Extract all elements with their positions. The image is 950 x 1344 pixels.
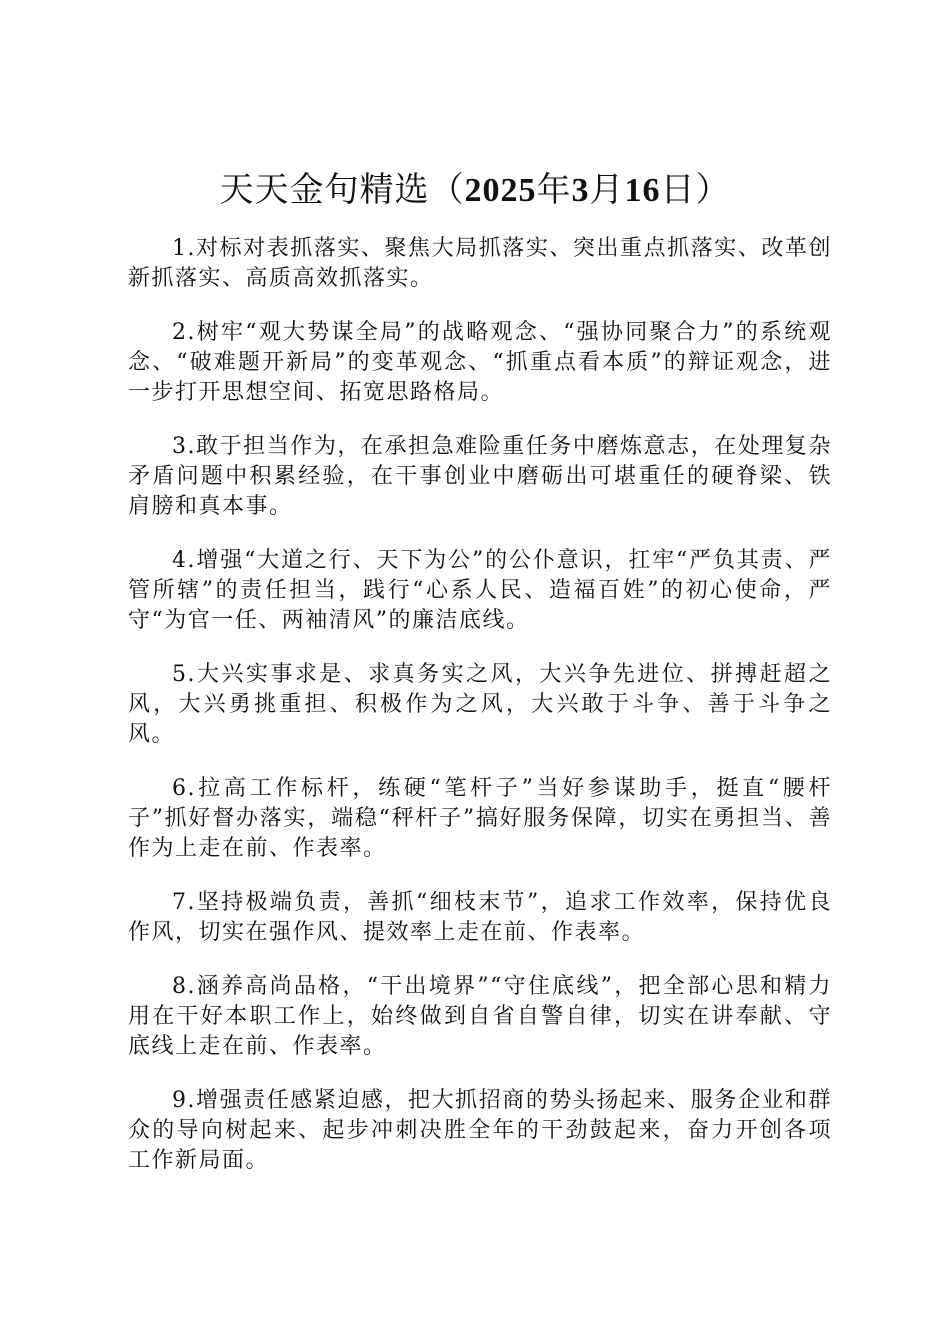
title-day: 16 xyxy=(624,172,661,209)
quote-item-6: 6.拉高工作标杆，练硬“笔杆子”当好参谋助手，挺直“腰杆子”抓好督办落实，端稳“秤杆子”搞好服务保障，切实在勇担当、善作为上走在前、作表率。 xyxy=(128,776,832,861)
title-month-unit: 月 xyxy=(589,170,625,210)
quote-item-5: 5.大兴实事求是、求真务实之风，大兴争先进位、拼搏赶超之风，大兴勇挑重担、积极作为之风，大兴敢于斗争、善于斗争之风。 xyxy=(128,662,832,747)
title-year-unit: 年 xyxy=(536,170,572,210)
quote-item-2: 2.树牢“观大势谋全局”的战略观念、“强协同聚合力”的系统观念、“破难题开新局”的变革观念、“抓重点看本质”的辩证观念，进一步打开思想空间、拓宽思路格局。 xyxy=(128,320,832,405)
title-month: 3 xyxy=(571,172,590,209)
title-suffix: 日） xyxy=(660,170,731,210)
quote-list xyxy=(128,234,832,1200)
title-year: 2025 xyxy=(464,172,537,209)
quote-item-1: 1.对标对表抓落实、聚焦大局抓落实、突出重点抓落实、改革创新抓落实、高质高效抓落实。 xyxy=(128,236,832,291)
quote-item-4: 4.增强“大道之行、天下为公”的公仆意识，扛牢“严负其责、严管所辖”的责任担当，践行“心系人民、造福百姓”的初心使命，严守“为官一任、两袖清风”的廉洁底线。 xyxy=(128,548,832,633)
quote-item-7: 7.坚持极端负责，善抓“细枝末节”，追求工作效率，保持优良作风，切实在强作风、提效率上走在前、作表率。 xyxy=(128,890,832,945)
quote-item-3: 3.敢于担当作为，在承担急难险重任务中磨炼意志，在处理复杂矛盾问题中积累经验，在干事创业中磨砺出可堪重任的硬脊梁、铁肩膀和真本事。 xyxy=(128,434,832,519)
title-prefix: 天天金句精选（ xyxy=(219,170,465,210)
document-title xyxy=(0,166,950,215)
quote-item-9: 9.增强责任感紧迫感，把大抓招商的势头扬起来、服务企业和群众的导向树起来、起步冲刺决胜全年的干劲鼓起来，奋力开创各项工作新局面。 xyxy=(128,1088,832,1173)
quote-item-8: 8.涵养高尚品格，“干出境界”“守住底线”，把全部心思和精力用在干好本职工作上，始终做到自省自警自律，切实在讲奉献、守底线上走在前、作表率。 xyxy=(128,974,832,1059)
